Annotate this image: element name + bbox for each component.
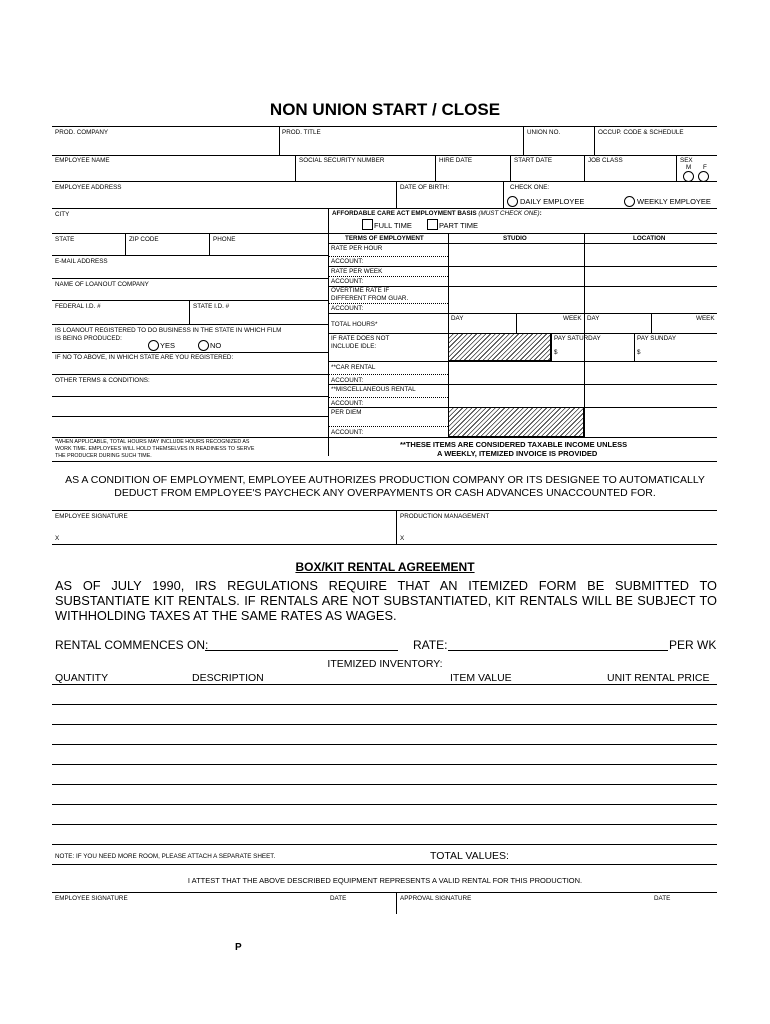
rule: [328, 374, 448, 375]
rule: [328, 313, 717, 314]
rule: [52, 437, 328, 438]
pay-saturday-label: PAY SATURDAY: [554, 335, 601, 342]
divider: [584, 155, 585, 181]
divider: [503, 181, 504, 208]
divider: [125, 233, 126, 255]
rate-line[interactable]: [448, 650, 668, 651]
other-terms-label: OTHER TERMS & CONDITIONS:: [55, 377, 150, 384]
kit-employee-date-label: DATE: [330, 895, 347, 902]
rule: [52, 233, 328, 234]
inventory-line[interactable]: [52, 704, 717, 705]
ssn-label: SOCIAL SECURITY NUMBER: [299, 157, 385, 164]
employee-name-label: EMPLOYEE NAME: [55, 157, 110, 164]
quantity-header: QUANTITY: [55, 672, 109, 684]
itemized-inventory-label: ITEMIZED INVENTORY:: [327, 658, 443, 670]
inventory-line[interactable]: [52, 824, 717, 825]
rule: [52, 300, 328, 301]
item-value-header: ITEM VALUE: [450, 672, 512, 684]
divider: [396, 510, 397, 545]
footer-letter: P: [235, 942, 242, 953]
attest-statement: I ATTEST THAT THE ABOVE DESCRIBED EQUIPMENT REPRESENTS A VALID RENTAL FOR THIS PRODUCTION.: [187, 876, 583, 885]
production-management-x: X: [400, 535, 405, 542]
divider: [435, 155, 436, 181]
loanout-no-label: NO: [210, 341, 222, 350]
sex-f-label: F: [703, 164, 707, 171]
attach-note: NOTE: IF YOU NEED MORE ROOM, PLEASE ATTACH A SEPARATE SHEET.: [55, 853, 276, 860]
studio-header: STUDIO: [503, 235, 527, 242]
overtime-rate-label: OVERTIME RATE IF: [331, 287, 390, 294]
divider: [209, 233, 210, 255]
description-header: DESCRIPTION: [192, 672, 264, 684]
inventory-line[interactable]: [52, 724, 717, 725]
rule: [52, 461, 717, 462]
rule: [328, 397, 448, 398]
inventory-line[interactable]: [52, 744, 717, 745]
rule: [328, 243, 717, 244]
loanout-no-radio[interactable]: [198, 340, 209, 351]
email-label: E-MAIL ADDRESS: [55, 258, 108, 265]
rule: [52, 126, 717, 127]
employee-signature-label: EMPLOYEE SIGNATURE: [55, 513, 128, 520]
divider: [189, 300, 190, 324]
pay-saturday-dollar: $: [554, 349, 558, 356]
rule: [328, 437, 717, 438]
account-label: ACCOUNT:: [331, 400, 364, 407]
rule: [52, 396, 328, 397]
state-id-label: STATE I.D. #: [193, 303, 230, 310]
account-label: ACCOUNT:: [331, 278, 364, 285]
hours-note-1: *WHEN APPLICABLE, TOTAL HOURS MAY INCLUDE HOURS RECOGNIZED AS: [55, 439, 250, 445]
rule: [328, 276, 448, 277]
part-time-label: PART TIME: [439, 221, 479, 230]
check-one-label: CHECK ONE:: [510, 184, 550, 191]
zip-code-label: ZIP CODE: [129, 236, 159, 243]
divider: [396, 181, 397, 208]
studio-day-label: DAY: [451, 315, 464, 322]
phone-label: PHONE: [213, 236, 236, 243]
kit-employee-signature-label: EMPLOYEE SIGNATURE: [55, 895, 128, 902]
car-rental-label: **CAR RENTAL: [331, 364, 376, 371]
hatched-area: [448, 407, 584, 437]
divider: [279, 126, 280, 155]
unit-rental-price-header: UNIT RENTAL PRICE: [607, 672, 710, 684]
rule: [328, 233, 717, 234]
rule: [52, 684, 717, 685]
rule: [52, 155, 717, 156]
employee-signature-x: X: [55, 535, 60, 542]
divider: [396, 892, 397, 914]
divider: [551, 333, 552, 361]
loanout-registered-label: IS LOANOUT REGISTERED TO DO BUSINESS IN THE STATE IN WHICH FILM: [55, 327, 282, 334]
daily-employee-label: DAILY EMPLOYEE: [520, 197, 585, 206]
rule: [52, 278, 328, 279]
approval-signature-label: APPROVAL SIGNATURE: [400, 895, 472, 902]
rate-per-hour-label: RATE PER HOUR: [331, 245, 383, 252]
daily-employee-radio[interactable]: [507, 196, 518, 207]
rule: [52, 324, 328, 325]
rental-commences-label: RENTAL COMMENCES ON:: [55, 638, 209, 652]
rule: [328, 266, 717, 267]
terms-header: TERMS OF EMPLOYMENT: [345, 235, 424, 242]
taxable-note-2: A WEEKLY, ITEMIZED INVOICE IS PROVIDED: [437, 449, 598, 458]
full-time-label: FULL TIME: [374, 221, 412, 230]
production-management-label: PRODUCTION MANAGEMENT: [400, 513, 490, 520]
loanout-registered-label-2: IS BEING PRODUCED:: [55, 335, 122, 342]
inventory-line[interactable]: [52, 784, 717, 785]
federal-id-label: FEDERAL I.D. #: [55, 303, 101, 310]
per-wk-label: PER WK: [669, 638, 717, 652]
hours-note-3: THE PRODUCER DURING SUCH TIME.: [55, 453, 152, 459]
rate-label: RATE:: [413, 638, 448, 652]
hours-note-2: WORK TIME. EMPLOYEES WILL HOLD THEMSELVES IN READINESS TO SERVE: [55, 446, 255, 452]
account-label: ACCOUNT:: [331, 258, 364, 265]
divider: [676, 155, 677, 181]
aca-label: AFFORDABLE CARE ACT EMPLOYMENT BASIS (MUST CHECK ONE):: [332, 210, 542, 217]
kit-para-1: AS OF JULY 1990, IRS REGULATIONS REQUIRE THAT AN ITEMIZED FORM BE SUBMITTED TO: [55, 578, 717, 593]
total-hours-label: TOTAL HOURS*: [331, 321, 378, 328]
account-label: ACCOUNT:: [331, 305, 364, 312]
rule: [328, 361, 717, 362]
union-no-label: UNION NO.: [527, 129, 561, 136]
misc-rental-label: **MISCELLANEOUS RENTAL: [331, 386, 416, 393]
kit-para-3: WITHHOLDING TAXES AT THE SAME RATES AS WAGES.: [55, 608, 397, 623]
rule: [52, 208, 717, 209]
divider: [651, 313, 652, 333]
prod-title-label: PROD. TITLE: [282, 129, 321, 136]
loanout-yes-label: YES: [160, 341, 176, 350]
kit-heading: BOX/KIT RENTAL AGREEMENT: [295, 560, 475, 574]
job-class-label: JOB CLASS: [588, 157, 623, 164]
approval-date-label: DATE: [654, 895, 671, 902]
hatched-area: [448, 333, 551, 361]
sex-label: SEX: [680, 157, 693, 164]
account-label: ACCOUNT:: [331, 377, 364, 384]
rule: [328, 426, 448, 427]
weekly-employee-radio[interactable]: [624, 196, 635, 207]
rate-per-week-label: RATE PER WEEK: [331, 268, 383, 275]
location-header: LOCATION: [633, 235, 666, 242]
divider: [594, 126, 595, 155]
occup-code-label: OCCUP. CODE & SCHEDULE: [598, 129, 684, 136]
rule: [328, 256, 448, 257]
total-values-label: TOTAL VALUES:: [430, 850, 509, 862]
overtime-rate-label-2: DIFFERENT FROM GUAR.: [331, 295, 409, 302]
sex-m-label: M: [686, 164, 692, 171]
location-week-label: WEEK: [696, 315, 715, 322]
divider: [523, 126, 524, 155]
idle-label: IF RATE DOES NOT: [331, 335, 390, 342]
inventory-line[interactable]: [52, 764, 717, 765]
loanout-company-label: NAME OF LOANOUT COMPANY: [55, 281, 149, 288]
divider: [328, 208, 329, 456]
rule: [52, 181, 717, 182]
state-label: STATE: [55, 236, 75, 243]
part-time-checkbox[interactable]: [427, 219, 438, 230]
pay-sunday-label: PAY SUNDAY: [637, 335, 677, 342]
start-date-label: START DATE: [514, 157, 553, 164]
idle-label-2: INCLUDE IDLE:: [331, 343, 377, 350]
location-day-label: DAY: [587, 315, 600, 322]
condition-line-1: AS A CONDITION OF EMPLOYMENT, EMPLOYEE AUTHORIZES PRODUCTION COMPANY OR ITS DESIGNEE TO AUTOMATICALLY: [65, 474, 705, 486]
rule: [52, 416, 328, 417]
rule: [328, 384, 717, 385]
loanout-yes-radio[interactable]: [148, 340, 159, 351]
account-label: ACCOUNT:: [331, 429, 364, 436]
form-title: NON UNION START / CLOSE: [269, 100, 501, 119]
pay-sunday-dollar: $: [637, 349, 641, 356]
hire-date-label: HIRE DATE: [439, 157, 473, 164]
dob-label: DATE OF BIRTH:: [400, 184, 450, 191]
rule: [328, 303, 448, 304]
divider: [510, 155, 511, 181]
studio-week-label: WEEK: [563, 315, 582, 322]
rule: [52, 510, 717, 511]
divider: [634, 333, 635, 361]
full-time-checkbox[interactable]: [362, 219, 373, 230]
rule: [52, 864, 717, 865]
taxable-note-1: **THESE ITEMS ARE CONSIDERED TAXABLE INCOME UNLESS: [400, 440, 628, 449]
rule: [52, 892, 717, 893]
rule: [52, 374, 328, 375]
weekly-employee-label: WEEKLY EMPLOYEE: [637, 197, 711, 206]
rule: [52, 255, 328, 256]
employee-address-label: EMPLOYEE ADDRESS: [55, 184, 122, 191]
inventory-line[interactable]: [52, 844, 717, 845]
rule: [52, 544, 717, 545]
kit-para-2: SUBSTANTIATE KIT RENTALS. IF RENTALS ARE NOT SUBSTANTIATED, KIT RENTALS WILL BE SUBJECT TO: [55, 593, 717, 608]
rule: [52, 352, 328, 353]
condition-line-2: DEDUCT FROM EMPLOYEE'S PAYCHECK ANY OVERPAYMENTS OR CASH ADVANCES UNACCOUNTED FOR.: [114, 487, 656, 499]
divider: [295, 155, 296, 181]
rental-commences-line[interactable]: [205, 650, 398, 651]
if-no-state-label: IF NO TO ABOVE, IN WHICH STATE ARE YOU REGISTERED:: [55, 354, 234, 361]
divider: [516, 313, 517, 333]
inventory-line[interactable]: [52, 804, 717, 805]
prod-company-label: PROD. COMPANY: [55, 129, 109, 136]
city-label: CITY: [55, 211, 70, 218]
per-diem-label: PER DIEM: [331, 409, 362, 416]
